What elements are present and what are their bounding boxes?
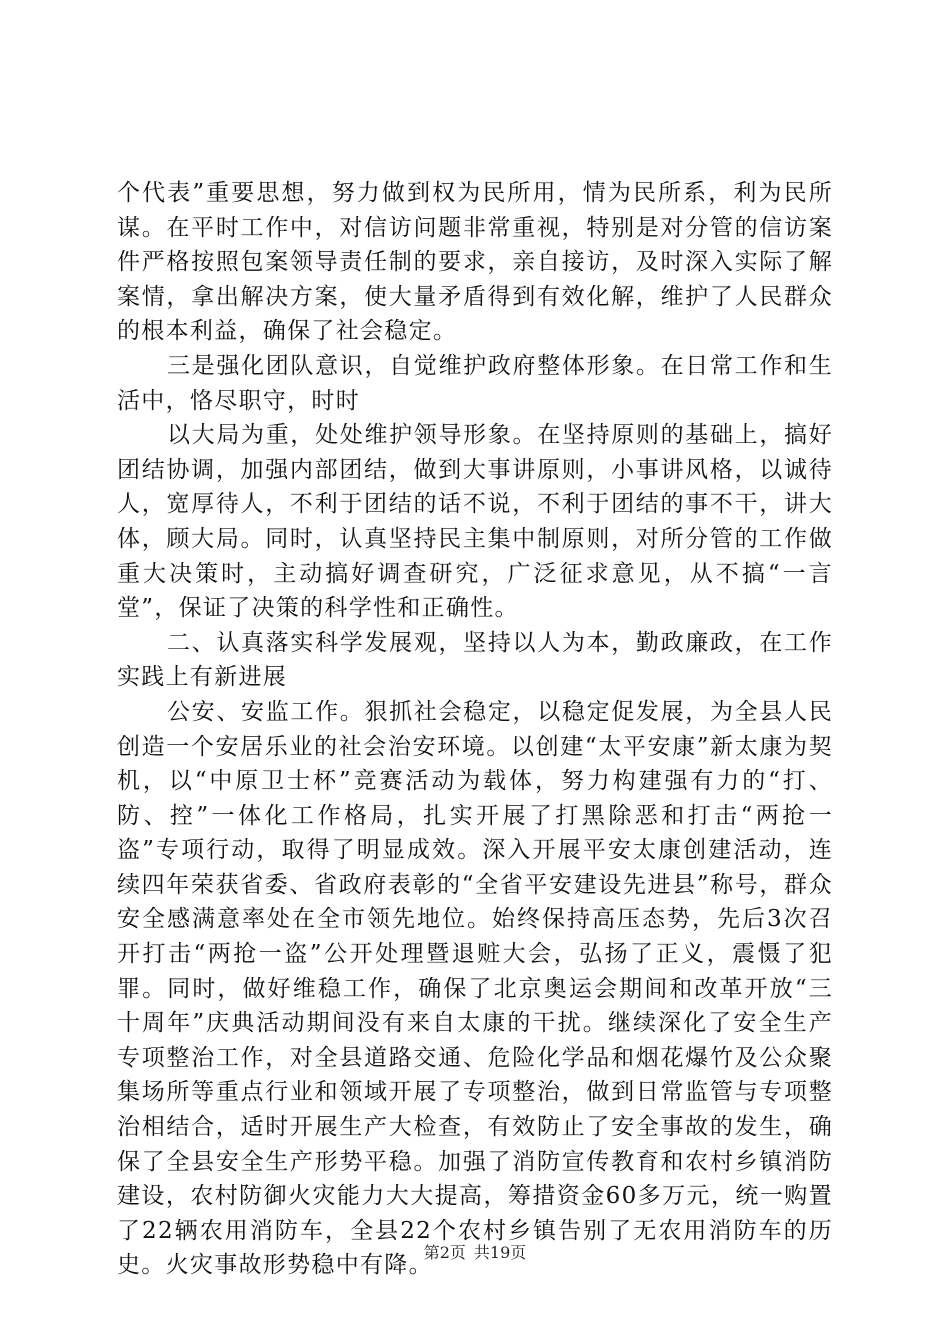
paragraph-3: 以大局为重，处处维护领导形象。在坚持原则的基础上，搞好团结协调，加强内部团结，做到大事讲原则，小事讲风格，以诚待人，宽厚待人，不利于团结的话不说，不利于团结的事不干，讲大体，顾大局。同时，认真坚持民主集中制原则，对所分管的工作做重大决策时，主动搞好调查研究，广泛征求意见，从不搞“一言堂”，保证了决策的科学性和正确性。 bbox=[117, 422, 833, 622]
paragraph-1: 个代表”重要思想，努力做到权为民所用，情为民所系，利为民所谋。在平时工作中，对信访问题非常重视，特别是对分管的信访案件严格按照包案领导责任制的要求，亲自接访，及时深入实际了解案情，拿出解决方案，使大量矛盾得到有效化解，维护了人民群众的根本利益，确保了社会稳定。 bbox=[117, 180, 833, 345]
page-footer bbox=[0, 1240, 950, 1263]
page-total: 共19页 bbox=[473, 1243, 527, 1262]
page-number: 第2页 bbox=[423, 1243, 466, 1262]
document-body bbox=[117, 176, 833, 1283]
paragraph-2: 三是强化团队意识，自觉维护政府整体形象。在日常工作和生活中，恪尽职守，时时 bbox=[117, 352, 833, 414]
paragraph-5: 公安、安监工作。狠抓社会稳定，以稳定促发展，为全县人民创造一个安居乐业的社会治安环境。以创建“太平安康”新太康为契机，以“中原卫士杯”竞赛活动为载体，努力构建强有力的“打、防、控”一体化工作格局，扎实开展了打黑除恶和打击“两抢一盗”专项行动，取得了明显成效。深入开展平安太康创建活动，连续四年荣获省委、省政府表彰的“全省平安建设先进县”称号，群众安全感满意率处在全市领先地位。始终保持高压态势，先后3次召开打击“两抢一盗”公开处理暨退赃大会，弘扬了正义，震慑了犯罪。同时，做好维稳工作，确保了北京奥运会期间和改革开放“三十周年”庆典活动期间没有来自太康的干扰。继续深化了安全生产专项整治工作，对全县道路交通、危险化学品和烟花爆竹及公众聚集场所等重点行业和领域开展了专项整治，做到日常监管与专项整治相结合，适时开展生产大检查，有效防止了安全事故的发生，确保了全县安全生产形势平稳。加强了消防宣传教育和农村乡镇消防建设，农村防御火灾能力大大提高，筹措资金60多万元，统一购置了22辆农用消防车，全县22个农村乡镇告别了无农用消防车的历史。火灾事故形势稳中有降。 bbox=[117, 698, 833, 1279]
paragraph-4: 二、认真落实科学发展观，坚持以人为本，勤政廉政，在工作实践上有新进展 bbox=[117, 629, 833, 691]
